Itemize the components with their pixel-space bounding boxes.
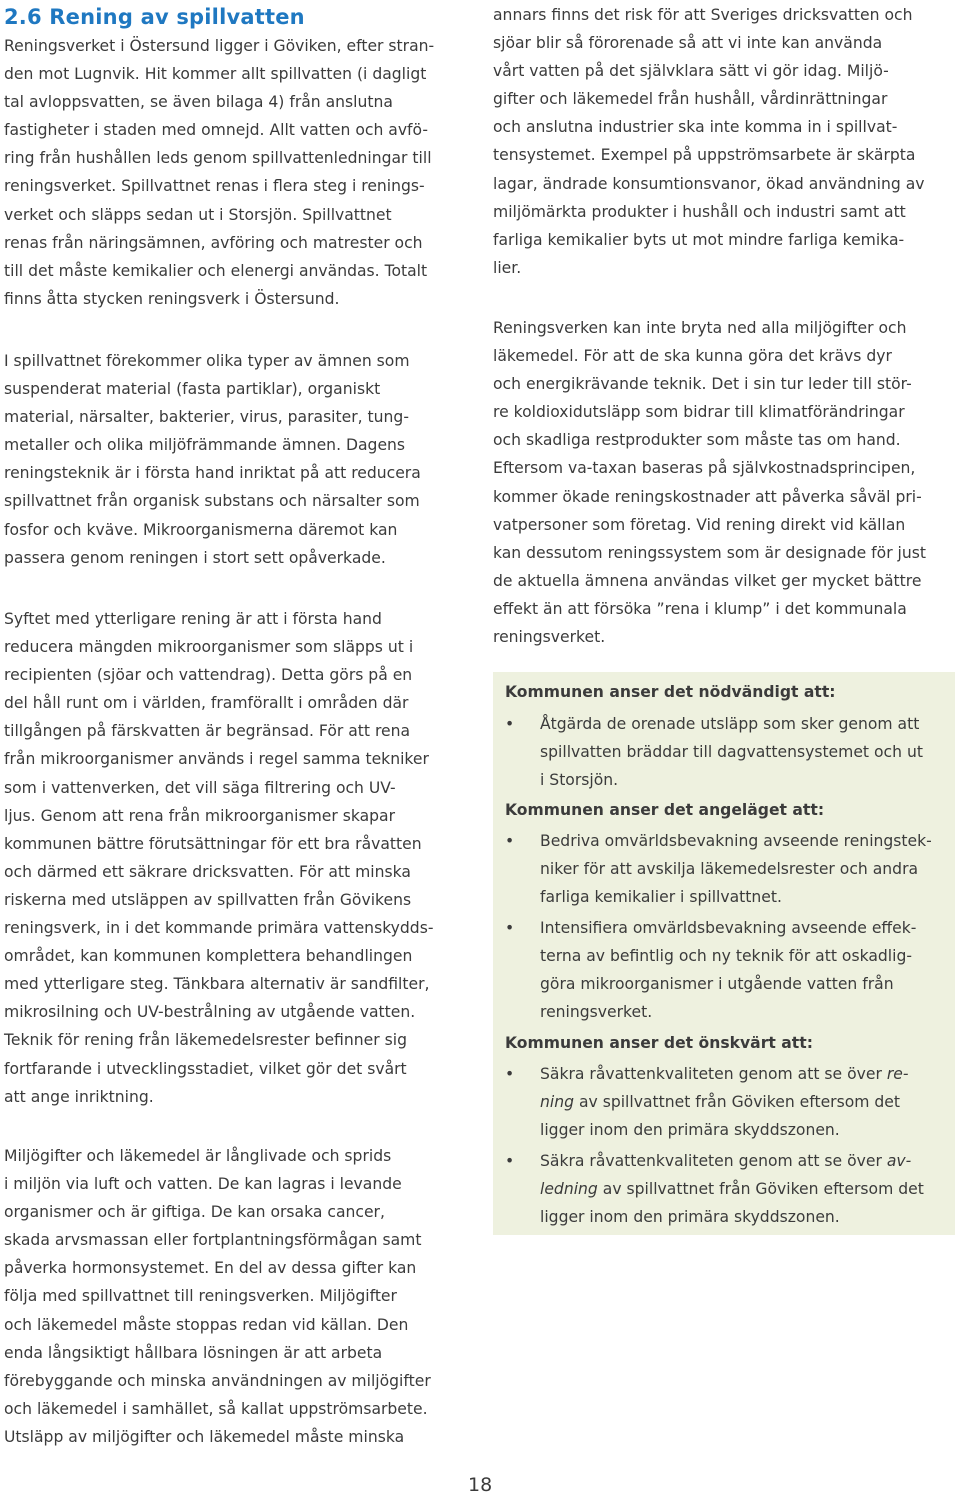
emphasis-text: re- xyxy=(886,1065,909,1083)
emphasis-text: ning xyxy=(540,1093,574,1112)
bullet-marker: • xyxy=(505,919,515,937)
paragraph-spillvattnet-amnen: I spillvattnet förekommer olika typer av ämnen som suspenderat material (fasta partiklar), organiskt material, närsalter, bakterier, virus, parasiter, tung- metaller och olika miljöfrämmande ämnen. Dagens reningsteknik är i första hand inriktat på att reducera spillvattnet från organisk substans och närsalter som fosfor och kväve. Mikroorganismerna däremot kan passera genom reningen i stort sett opåverkade. xyxy=(4,352,421,567)
paragraph-miljogifter: Miljögifter och läkemedel är långlivade och sprids i miljön via luft och vatten. De kan lagras i levande organismer och är giftiga. De kan orsaka cancer, skada arvsmassan eller fortplantningsförmågan samt påverka hormonsystemet. En del av dessa gifter kan följa med spillvattnet till reningsverken. Miljögifter och läkemedel måste stoppas redan vid källan. Den enda långsiktigt hållbara lösningen är att arbeta förebyggande och minska användningen av miljögifter och läkemedel i samhället, så kallat uppströmsarbete. Utsläpp av miljögifter och läkemedel måste minska xyxy=(4,1147,431,1446)
emphasis-text: ledning xyxy=(540,1180,598,1199)
bullet-marker: • xyxy=(505,715,515,733)
bullet-marker: • xyxy=(505,832,515,850)
list-item-text xyxy=(540,1147,945,1231)
list-item-text xyxy=(540,1060,945,1144)
box-heading-angelaget: Kommunen anser det angeläget att: xyxy=(505,801,825,819)
list-item-text: Åtgärda de orenade utsläpp som sker genom att spillvatten bräddar till dagvattensystemet och ut i Storsjön. xyxy=(540,715,923,790)
list-item-text: Bedriva omvärldsbevakning avseende reningstek- niker för att avskilja läkemedelsrester och andra farliga kemikalier i spillvattnet. xyxy=(540,832,932,907)
box-heading-nodvandigt: Kommunen anser det nödvändigt att: xyxy=(505,683,836,701)
bullet-marker: • xyxy=(505,1065,515,1083)
paragraph-reningsverken-kostnad: Reningsverken kan inte bryta ned alla miljögifter och läkemedel. För att de ska kunna göra det krävs dyr och energikrävande teknik. Det i sin tur leder till stör- re koldioxidutsläpp som bidrar till klimatförändringar och skadliga restprodukter som måste tas om hand. Eftersom va-taxan baseras på självkostnadsprincipen, kommer ökade reningskostnader att påverka såväl pri- vatpersoner som företag. Vid rening direkt vid källan kan dessutom reningssystem som är designade för just de aktuella ämnena användas vilket ger mycket bättre effekt än att försöka ”rena i klump” i det kommunala reningsverket. xyxy=(493,319,927,647)
list-item-text-start: Säkra råvattenkvaliteten genom att se över xyxy=(540,1065,887,1083)
paragraph-ytterligare-rening: Syftet med ytterligare rening är att i första hand reducera mängden mikroorganismer som släpps ut i recipienten (sjöar och vattendrag). Detta görs på en del håll runt om i världen, framförallt i områden där tillgången på färskvatten är begränsad. För att rena från mikroorganismer används i regel samma tekniker som i vattenverken, det vill säga filtrering och UV- ljus. Genom att rena från mikroorganismer skapar kommunen bättre förutsättningar för ett bra råvatten och därmed ett säkrare dricksvatten. För att minska riskerna med utsläppen av spillvatten från Gövikens reningsverk, in i det kommande primära vattenskydds- området, kan kommunen komplettera behandlingen med ytterligare steg. Tänkbara alternativ är sandfilter, mikrosilning och UV-bestrålning av utgående vatten. Teknik för rening från läkemedelsrester befinner sig fortfarande i utvecklingsstadiet, vilket gör det svårt att ange inriktning. xyxy=(4,610,434,1106)
paragraph-dricksvatten-risk: annars finns det risk för att Sveriges dricksvatten och sjöar blir så förorenade så att vi inte kan använda vårt vatten på det självklara sätt vi gör idag. Miljö- gifter och läkemedel från hushåll, vårdinrättningar och anslutna industrier ska inte komma in i spillvat- tensystemet. Exempel på uppströmsarbete är skärpta lagar, ändrade konsumtionsvanor, ökad användning av miljömärkta produkter i hushåll och industri samt att farliga kemikalier byts ut mot mindre farliga kemika- lier. xyxy=(493,6,925,277)
list-item-text-end: av spillvattnet från Göviken eftersom det ligger inom den primära skyddszonen. xyxy=(540,1093,901,1140)
list-item-text-end: av spillvattnet från Göviken eftersom det ligger inom den primära skyddszonen. xyxy=(540,1180,924,1227)
list-item-text: Intensifiera omvärldsbevakning avseende effek- terna av befintlig och ny teknik för att oskadlig- göra mikroorganismer i utgående vatten från reningsverket. xyxy=(540,919,917,1022)
paragraph-reningsverket: Reningsverket i Östersund ligger i Göviken, efter stran- den mot Lugnvik. Hit kommer allt spillvatten (i dagligt tal avloppsvatten, se även bilaga 4) från anslutna fastigheter i staden med omnejd. Allt vatten och avfö- ring från hushållen leds genom spillvattenledningar till reningsverket. Spillvattnet renas i flera steg i renings- verket och släpps sedan ut i Storsjön. Spillvattnet renas från näringsämnen, avföring och matrester och till det måste kemikalier och elenergi användas. Totalt finns åtta stycken reningsverk i Östersund. xyxy=(4,37,435,308)
page-number: 18 xyxy=(468,1474,493,1496)
section-heading: 2.6 Rening av spillvatten xyxy=(4,5,305,29)
emphasis-text: av- xyxy=(886,1152,912,1170)
bullet-marker: • xyxy=(505,1152,515,1170)
box-heading-onskvart: Kommunen anser det önskvärt att: xyxy=(505,1034,813,1052)
list-item-text-start: Säkra råvattenkvaliteten genom att se över xyxy=(540,1152,887,1170)
policy-box xyxy=(493,672,955,1235)
